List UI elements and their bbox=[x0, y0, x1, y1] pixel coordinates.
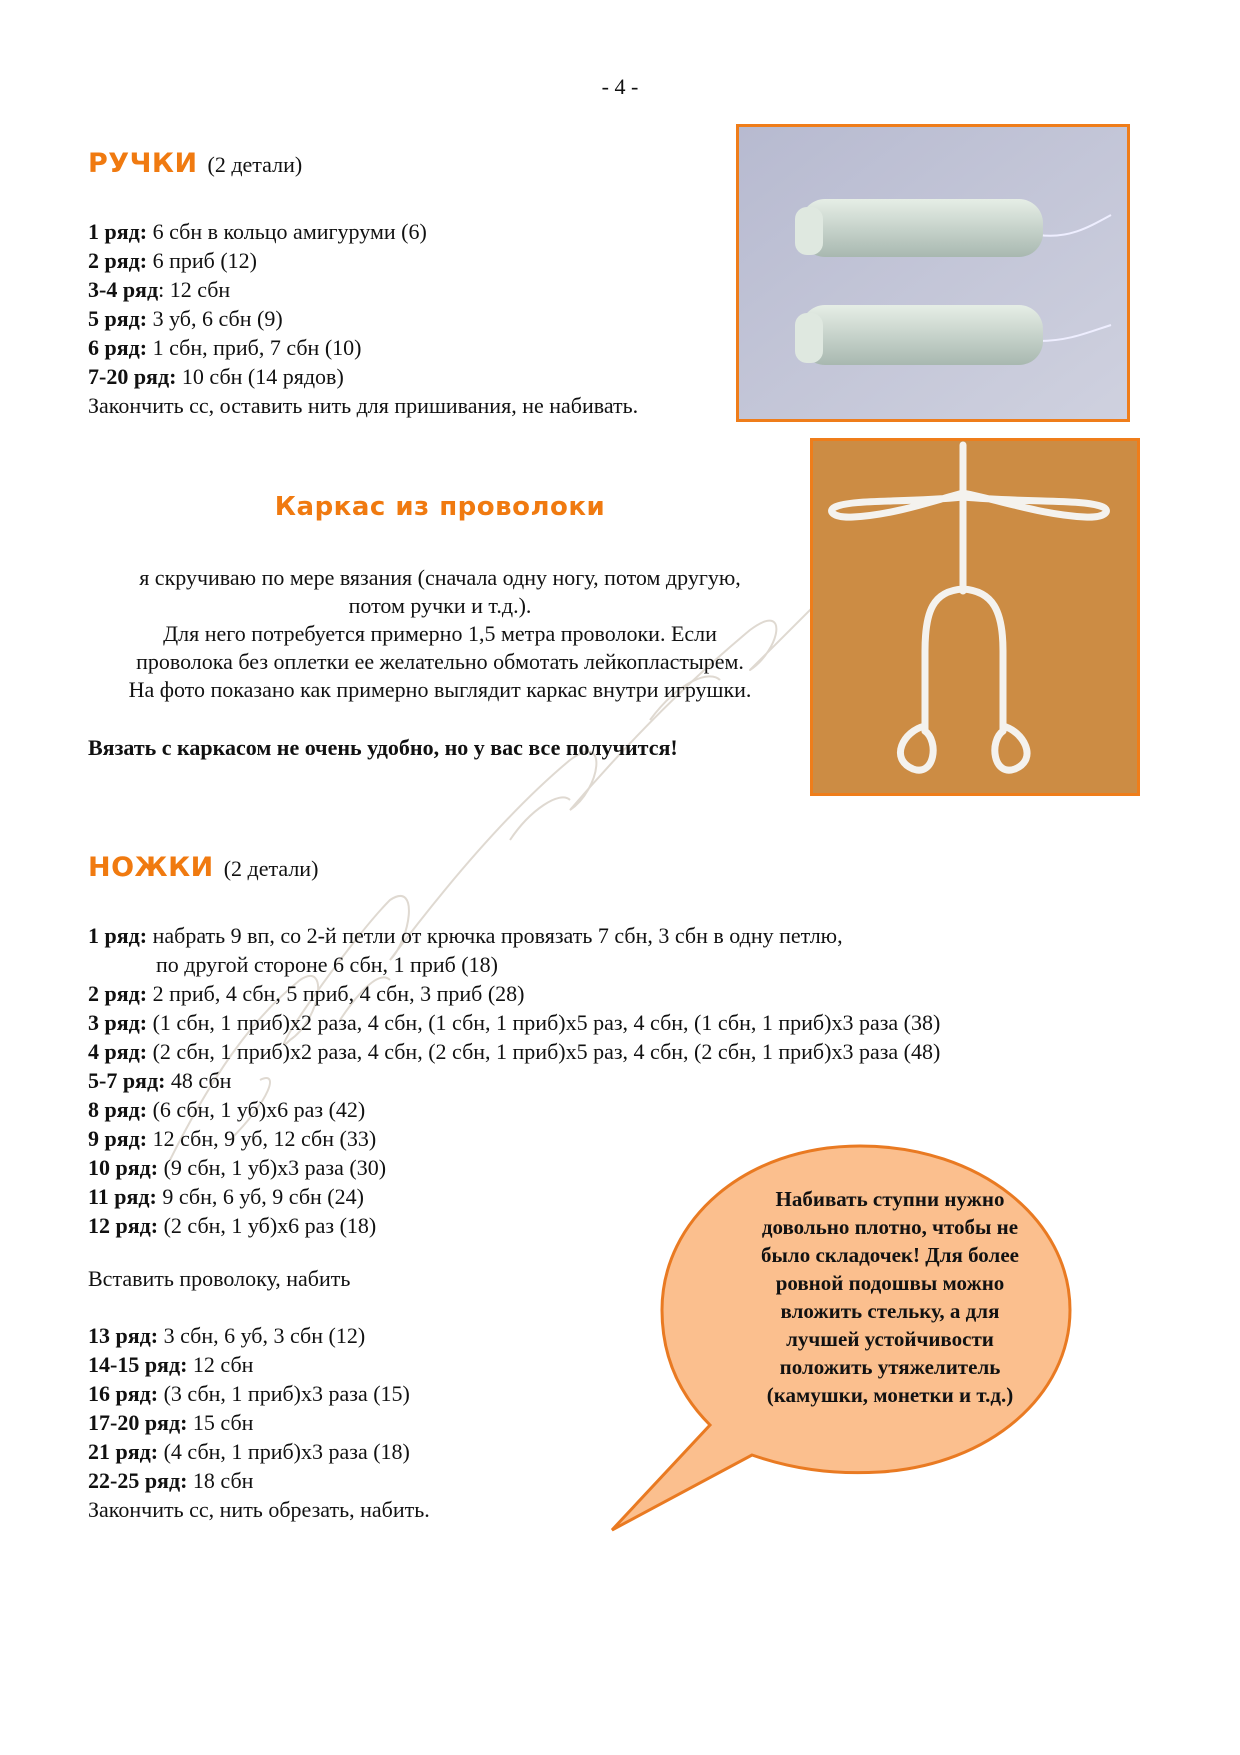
frame-title: Каркас из проволоки bbox=[274, 492, 606, 522]
legs-subtitle: (2 детали) bbox=[223, 856, 319, 881]
hands-row: 5 ряд: 3 уб, 6 сбн (9) bbox=[88, 306, 283, 331]
bubble-line: вложить стельку, а для bbox=[780, 1299, 1000, 1323]
frame-text-line: Для него потребуется примерно 1,5 метра проволоки. Если bbox=[163, 621, 717, 646]
legs-row: 4 ряд: (2 сбн, 1 приб)х2 раза, 4 сбн, (2 сбн, 1 приб)х5 раз, 4 сбн, (2 сбн, 1 приб)х3 раза (48) bbox=[88, 1039, 941, 1064]
legs-row: 13 ряд: 3 сбн, 6 уб, 3 сбн (12) bbox=[88, 1323, 366, 1348]
bubble-line: положить утяжелитель bbox=[779, 1355, 1001, 1379]
legs-insert-instruction: Вставить проволоку, набить bbox=[88, 1266, 351, 1291]
legs-row: 16 ряд: (3 сбн, 1 приб)х3 раза (15) bbox=[88, 1381, 410, 1406]
frame-paragraph-2 bbox=[80, 620, 800, 704]
frame-text-line: я скручиваю по мере вязания (сначала одну ногу, потом другую, bbox=[139, 565, 741, 590]
bubble-line: (камушки, монетки и т.д.) bbox=[766, 1383, 1014, 1407]
frame-paragraph-1 bbox=[80, 564, 800, 620]
legs-row: 21 ряд: (4 сбн, 1 приб)х3 раза (18) bbox=[88, 1439, 410, 1464]
legs-row: 1 ряд: набрать 9 вп, со 2-й петли от крючка провязать 7 сбн, 3 сбн в одну петлю, bbox=[88, 923, 843, 948]
legs-heading bbox=[88, 852, 318, 883]
legs-row-continuation: по другой стороне 6 сбн, 1 приб (18) bbox=[156, 952, 498, 977]
bubble-text bbox=[700, 1185, 1080, 1409]
frame-text-line: На фото показано как примерно выглядит каркас внутри игрушки. bbox=[128, 677, 752, 702]
frame-note: Вязать с каркасом не очень удобно, но у вас все получится! bbox=[88, 735, 678, 760]
hands-row: 2 ряд: 6 приб (12) bbox=[88, 248, 257, 273]
legs-row: 10 ряд: (9 сбн, 1 уб)х3 раза (30) bbox=[88, 1155, 387, 1180]
hands-heading bbox=[88, 148, 302, 179]
arms-photo bbox=[736, 124, 1130, 422]
frame-text-line: проволока без оплетки ее желательно обмотать лейкопластырем. bbox=[136, 649, 744, 674]
legs-row: 9 ряд: 12 сбн, 9 уб, 12 сбн (33) bbox=[88, 1126, 377, 1151]
bubble-line: Набивать ступни нужно bbox=[775, 1187, 1005, 1211]
bubble-line: ровной подошвы можно bbox=[775, 1271, 1005, 1295]
hands-finish: Закончить сс, оставить нить для пришивания, не набивать. bbox=[88, 393, 639, 418]
legs-row: 2 ряд: 2 приб, 4 сбн, 5 приб, 4 сбн, 3 приб (28) bbox=[88, 981, 525, 1006]
hands-row: 1 ряд: 6 сбн в кольцо амигуруми (6) bbox=[88, 219, 427, 244]
legs-finish: Закончить сс, нить обрезать, набить. bbox=[88, 1497, 430, 1522]
legs-row: 5-7 ряд: 48 сбн bbox=[88, 1068, 232, 1093]
legs-row: 22-25 ряд: 18 сбн bbox=[88, 1468, 254, 1493]
hands-title: РУЧКИ bbox=[88, 148, 198, 179]
legs-row: 12 ряд: (2 сбн, 1 уб)х6 раз (18) bbox=[88, 1213, 377, 1238]
legs-row: 17-20 ряд: 15 сбн bbox=[88, 1410, 254, 1435]
page-number: - 4 - bbox=[601, 74, 639, 99]
legs-title: НОЖКИ bbox=[88, 852, 214, 883]
legs-row: 8 ряд: (6 сбн, 1 уб)х6 раз (42) bbox=[88, 1097, 366, 1122]
legs-row: 14-15 ряд: 12 сбн bbox=[88, 1352, 254, 1377]
hands-row: 6 ряд: 1 сбн, приб, 7 сбн (10) bbox=[88, 335, 362, 360]
hands-subtitle: (2 детали) bbox=[207, 152, 303, 177]
legs-rows-continued bbox=[88, 1321, 430, 1524]
hands-row: 3-4 ряд: 12 сбн bbox=[88, 277, 231, 302]
frame-text-line: потом ручки и т.д.). bbox=[348, 593, 532, 618]
bubble-line: лучшей устойчивости bbox=[786, 1327, 994, 1351]
arms-photo-image bbox=[739, 127, 1127, 419]
hands-row: 7-20 ряд: 10 сбн (14 рядов) bbox=[88, 364, 344, 389]
bubble-line: довольно плотно, чтобы не bbox=[761, 1215, 1019, 1239]
legs-row: 3 ряд: (1 сбн, 1 приб)х2 раза, 4 сбн, (1 сбн, 1 приб)х5 раз, 4 сбн, (1 сбн, 1 приб)х3 раза (38) bbox=[88, 1010, 941, 1035]
hands-rows bbox=[88, 217, 638, 420]
bubble-line: было складочек! Для более bbox=[761, 1243, 1019, 1267]
legs-row: 11 ряд: 9 сбн, 6 уб, 9 сбн (24) bbox=[88, 1184, 364, 1209]
